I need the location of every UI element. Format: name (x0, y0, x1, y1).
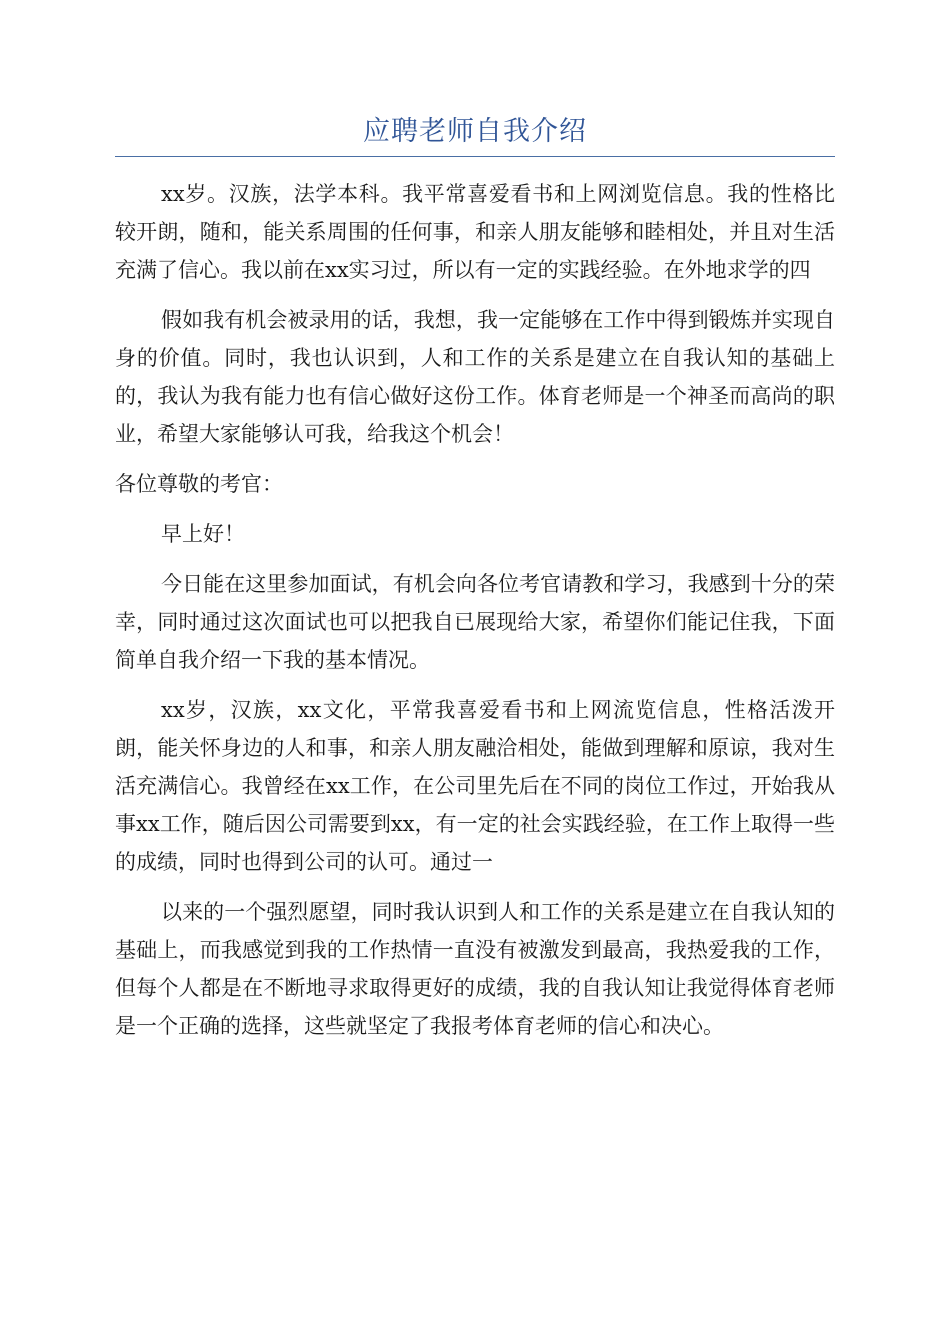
paragraph-2: 假如我有机会被录用的话，我想，我一定能够在工作中得到锻炼并实现自身的价值。同时，我也认识到，人和工作的关系是建立在自我认知的基础上的，我认为我有能力也有信心做好这份工作。体育老师是一个神圣而高尚的职业，希望大家能够认可我，给我这个机会！ (115, 308, 835, 446)
paragraph-1: xx岁。汉族，法学本科。我平常喜爱看书和上网浏览信息。我的性格比较开朗，随和，能关系周围的任何事，和亲人朋友能够和睦相处，并且对生活充满了信心。我以前在xx实习过，所以有一定的实践经验。在外地求学的四 (115, 182, 835, 282)
page-title: 应聘老师自我介绍 (363, 116, 587, 147)
document-body (115, 175, 835, 1057)
paragraph-greeting: 早上好！ (161, 522, 245, 546)
paragraph-7: 以来的一个强烈愿望，同时我认识到人和工作的关系是建立在自我认知的基础上，而我感觉到我的工作热情一直没有被激发到最高，我热爱我的工作，但每个人都是在不断地寻求取得更好的成绩，我的自我认知让我觉得体育老师是一个正确的选择，这些就坚定了我报考体育老师的信心和决心。 (115, 900, 835, 1038)
title-block (115, 112, 835, 157)
paragraph-6: xx岁，汉族，xx文化，平常我喜爱看书和上网流览信息，性格活泼开朗，能关怀身边的人和事，和亲人朋友融洽相处，能做到理解和原谅，我对生活充满信心。我曾经在xx工作，在公司里先后在不同的岗位工作过，开始我从事xx工作，随后因公司需要到xx，有一定的社会实践经验，在工作上取得一些的成绩，同时也得到公司的认可。通过一 (115, 698, 835, 874)
paragraph-salutation: 各位尊敬的考官： (115, 472, 283, 496)
paragraph-5: 今日能在这里参加面试，有机会向各位考官请教和学习，我感到十分的荣幸，同时通过这次面试也可以把我自已展现给大家，希望你们能记住我，下面简单自我介绍一下我的基本情况。 (115, 572, 835, 672)
